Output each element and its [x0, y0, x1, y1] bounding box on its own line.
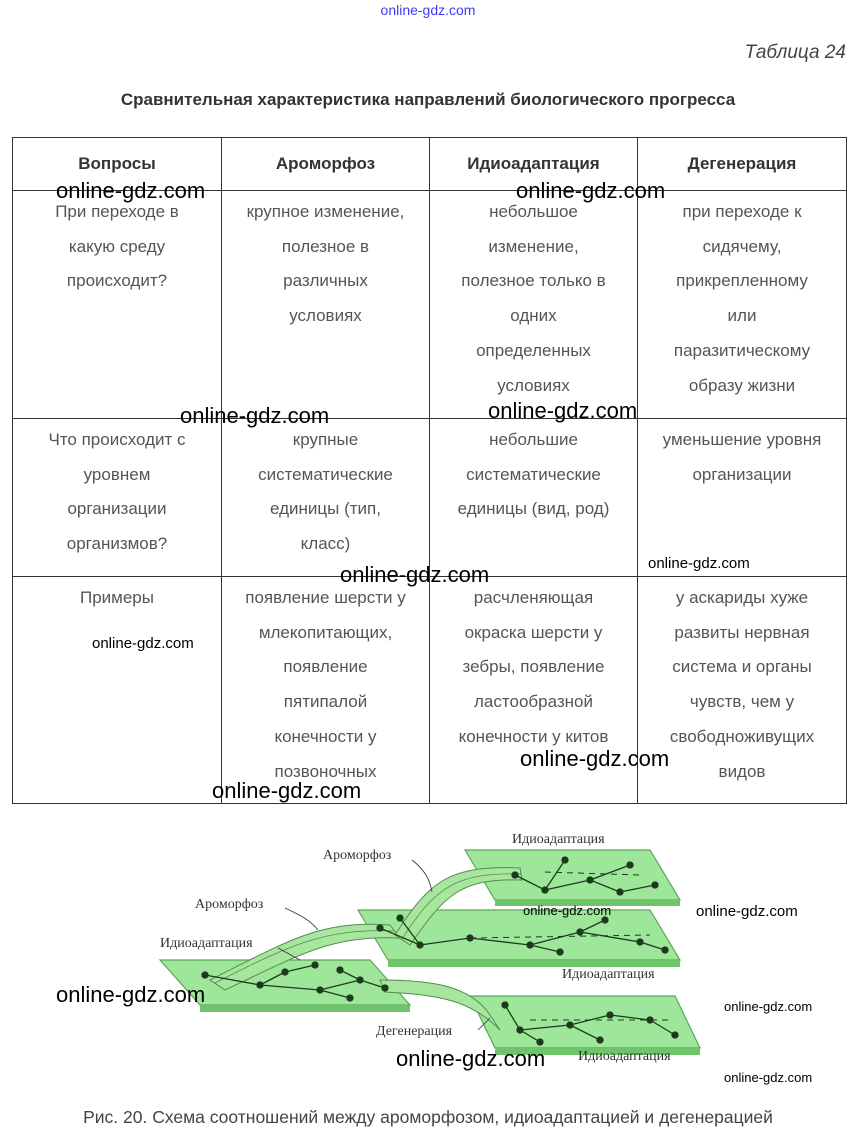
- label-idioadaptation-left: Идиоадаптация: [160, 936, 253, 951]
- cell-line: уменьшение уровня: [662, 430, 822, 449]
- cell-degeneration: [638, 419, 847, 577]
- cell-line: у аскариды хуже: [675, 588, 809, 607]
- cell-question: [13, 191, 222, 419]
- cell-line: класс): [300, 534, 351, 554]
- cell-line: систематические: [258, 464, 393, 484]
- cell-line: прикрепленному: [676, 271, 808, 291]
- cell-line: небольшие: [489, 430, 578, 449]
- watermark: online-gdz.com: [648, 555, 750, 572]
- cell-line: Что происходит с: [48, 430, 186, 449]
- cell-line: крупные: [292, 430, 359, 449]
- label-aromorphosis-lower: Ароморфоз: [195, 897, 264, 912]
- cell-line: условиях: [497, 375, 570, 395]
- cell-line: небольшое: [489, 202, 578, 221]
- column-header-idioadaptation: Идиоадаптация: [430, 138, 638, 191]
- watermark: online-gdz.com: [56, 178, 206, 203]
- cell-line: образу жизни: [688, 375, 796, 395]
- cell-line: уровнем: [83, 464, 151, 484]
- cell-line: какую среду: [68, 236, 166, 256]
- cell-aromorphosis: [222, 419, 430, 577]
- label-idioadaptation-bottom: Идиоадаптация: [578, 1049, 671, 1064]
- cell-idioadaptation: [430, 191, 638, 419]
- cell-line: одних: [510, 306, 557, 326]
- table-row: [13, 577, 847, 804]
- cell-line: при переходе к: [682, 202, 802, 221]
- cell-line: полезное в: [281, 236, 370, 256]
- watermark: online-gdz.com: [724, 999, 813, 1014]
- cell-line: происходит?: [66, 271, 168, 291]
- cell-line: свободноживущих: [669, 726, 815, 746]
- cell-line: единицы (тип,: [270, 499, 381, 519]
- watermark: online-gdz.com: [696, 903, 798, 920]
- watermark: online-gdz.com: [212, 778, 362, 803]
- cell-line: различных: [283, 271, 368, 291]
- label-idioadaptation-top: Идиоадаптация: [512, 832, 605, 847]
- cell-line: ластообразной: [474, 692, 593, 712]
- cell-line: позвоночных: [274, 761, 377, 781]
- cell-line: единицы (вид, род): [457, 499, 610, 519]
- cell-line: конечности у: [274, 726, 377, 746]
- cell-aromorphosis: [222, 191, 430, 419]
- cell-line: крупное изменение,: [246, 202, 405, 221]
- cell-line: расчленяющая: [473, 588, 594, 607]
- cell-line: При переходе в: [55, 202, 179, 221]
- cell-line: система и органы: [672, 657, 812, 677]
- watermark: online-gdz.com: [523, 903, 612, 918]
- cell-question: [13, 419, 222, 577]
- cell-line: условиях: [289, 306, 362, 326]
- cell-aromorphosis: [222, 577, 430, 804]
- cell-line: млекопитающих,: [258, 622, 393, 642]
- cell-line: пятипалой: [283, 692, 368, 712]
- cell-line: изменение,: [488, 236, 579, 256]
- cell-line: развиты нервная: [674, 622, 810, 642]
- cell-degeneration: [638, 191, 847, 419]
- label-degeneration: Дегенерация: [376, 1024, 453, 1039]
- watermark: online-gdz.com: [516, 178, 666, 203]
- table-number: Таблица 24: [744, 42, 846, 63]
- watermark: online-gdz.com: [520, 746, 670, 771]
- cell-line: окраска шерсти у: [464, 622, 603, 642]
- site-header-watermark: online-gdz.com: [380, 2, 476, 18]
- cell-line: видов: [718, 761, 766, 781]
- cell-line: или: [727, 306, 757, 326]
- cell-line: сидячему,: [702, 236, 782, 256]
- cell-line: систематические: [466, 464, 601, 484]
- cell-line: организации: [692, 464, 792, 484]
- comparison-table: [12, 137, 847, 804]
- figure-caption: Рис. 20. Схема соотношений между ароморфозом, идиоадаптацией и дегенерацией: [83, 1107, 773, 1127]
- table-row: [13, 191, 847, 419]
- cell-line: появление: [283, 657, 368, 677]
- watermark: online-gdz.com: [396, 1046, 546, 1071]
- cell-question: [13, 577, 222, 804]
- watermark: online-gdz.com: [724, 1070, 813, 1085]
- cell-line: организации: [67, 499, 167, 519]
- table-title: Сравнительная характеристика направлений биологического прогресса: [120, 90, 736, 109]
- label-aromorphosis-upper: Ароморфоз: [323, 848, 392, 863]
- watermark: online-gdz.com: [340, 562, 490, 587]
- cell-line: появление шерсти у: [245, 588, 406, 607]
- cell-line: чувств, чем у: [689, 692, 795, 712]
- watermark: online-gdz.com: [56, 982, 206, 1007]
- column-header-aromorphosis: Ароморфоз: [222, 138, 430, 191]
- watermark: online-gdz.com: [180, 403, 330, 428]
- cell-line: организмов?: [66, 534, 168, 554]
- cell-line: Примеры: [80, 588, 154, 607]
- cell-line: паразитическому: [673, 340, 811, 360]
- cell-line: зебры, появление: [462, 657, 605, 677]
- watermark: online-gdz.com: [92, 635, 194, 652]
- label-idioadaptation-middle: Идиоадаптация: [562, 967, 655, 982]
- table-row: [13, 419, 847, 577]
- cell-idioadaptation: [430, 419, 638, 577]
- watermark: online-gdz.com: [488, 398, 638, 423]
- cell-line: определенных: [476, 340, 591, 360]
- column-header-questions: Вопросы: [13, 138, 222, 191]
- cell-line: конечности у китов: [458, 726, 609, 746]
- column-header-degeneration: Дегенерация: [638, 138, 847, 191]
- cell-line: полезное только в: [461, 271, 606, 291]
